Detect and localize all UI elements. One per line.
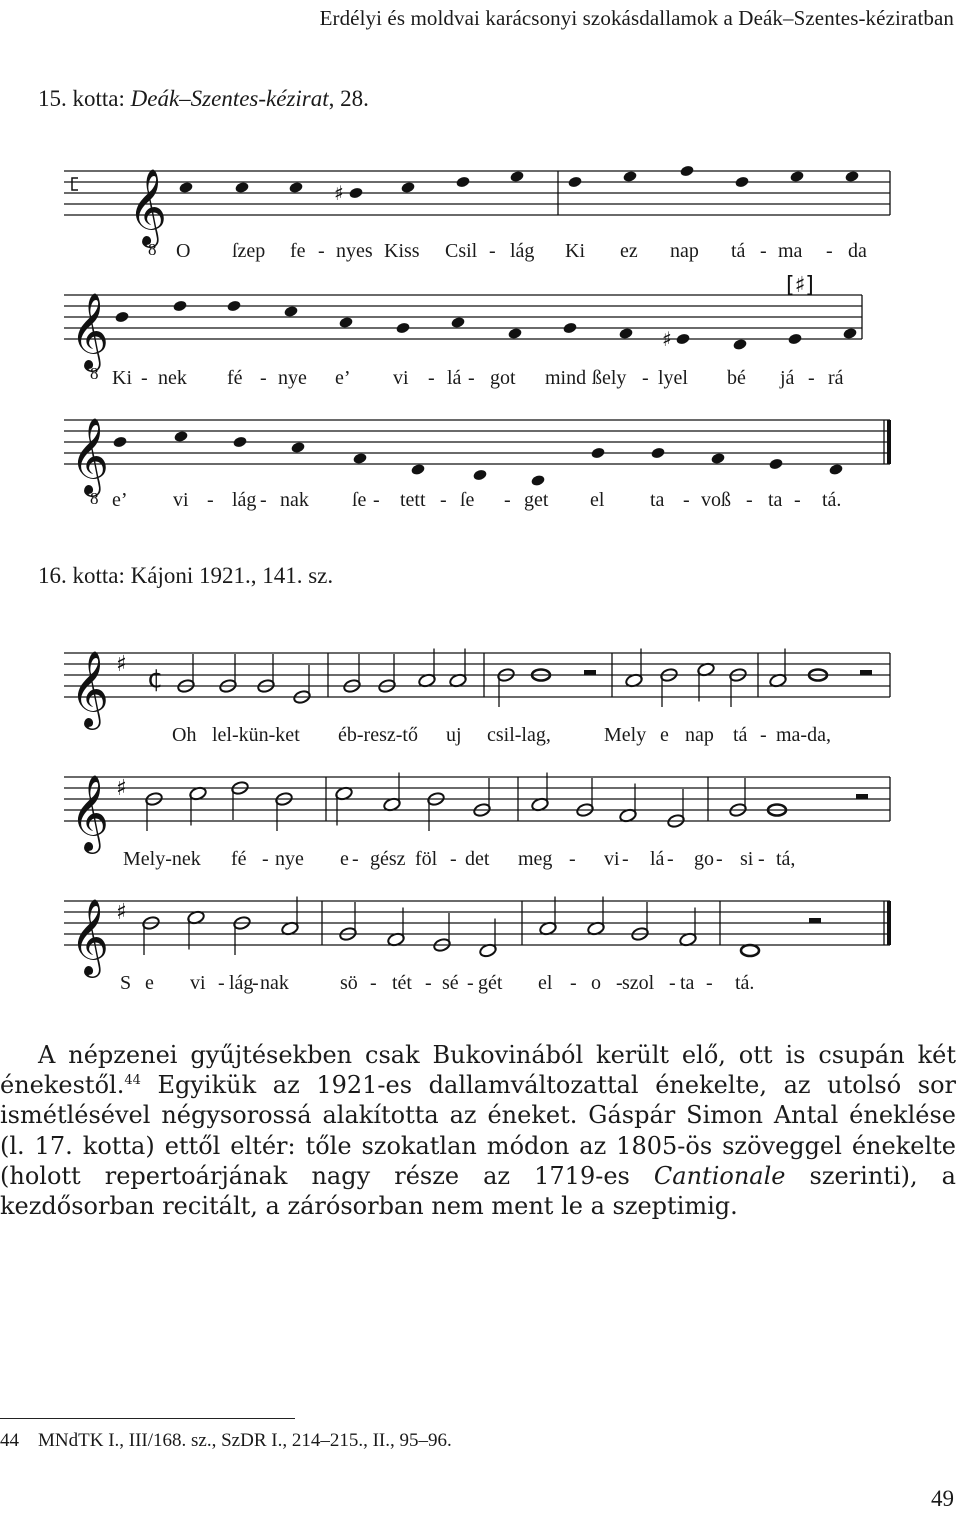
treble-clef: 𝄞 [128, 168, 168, 245]
lyric-syllable: lág [229, 972, 254, 994]
note-head [112, 435, 127, 448]
note-head [173, 430, 188, 443]
body-paragraph [0, 1040, 956, 1221]
lyric-syllable: fe [290, 240, 306, 262]
note-head [618, 327, 633, 340]
note-head [178, 181, 193, 194]
page-number: 49 [931, 1486, 954, 1511]
lyric-syllable: sé [442, 972, 459, 994]
lyric-syllable: e [145, 972, 154, 994]
note-head [650, 446, 665, 459]
note-head [472, 468, 487, 481]
lyric-syllable: sö [340, 972, 358, 994]
lyric-hyphen: - [808, 367, 815, 389]
lyric-syllable: tá, [776, 848, 796, 870]
note-head [226, 299, 241, 312]
note-head [338, 316, 353, 329]
lyric-hyphen: - [760, 724, 767, 746]
lyric-syllable: mind [545, 367, 587, 389]
lyric-syllable: Kiss [384, 240, 420, 262]
note-head [455, 175, 470, 188]
lyric-syllable: tá. [822, 489, 842, 511]
note-head [232, 435, 247, 448]
lyric-hyphen: - [616, 972, 623, 994]
lyric-syllable: ta [768, 489, 783, 511]
lyric-hyphen: - [826, 240, 833, 262]
final-barline-thick [887, 420, 891, 464]
lyric-hyphen: - [746, 489, 753, 511]
note-head [288, 181, 303, 194]
lyric-syllable: Mely [604, 724, 647, 746]
lyric-hyphen: - [318, 240, 325, 262]
running-header: Erdélyi és moldvai karácsonyi szokásdallamok a Deák–Szentes-kéziratban [319, 6, 954, 30]
note-head [400, 181, 415, 194]
lyric-hyphen: - [262, 848, 269, 870]
lyric-syllable: lel-kün-ket [212, 724, 300, 746]
lyric-syllable: si [740, 848, 754, 870]
half-rest [584, 670, 596, 675]
footnote-ref[interactable]: 44 [124, 1073, 141, 1089]
lyric-hyphen: - [260, 367, 267, 389]
lyric-syllable: fé [227, 367, 243, 389]
note-head [283, 305, 298, 318]
lyric-syllable: ma-da, [776, 724, 831, 746]
lyric-syllable: uj [446, 724, 462, 746]
note-head [732, 338, 747, 351]
key-signature-sharp: ♯ [116, 776, 127, 801]
note-head [828, 463, 843, 476]
lyric-hyphen: - [758, 848, 765, 870]
lyric-hyphen: - [683, 489, 690, 511]
lyric-hyphen: - [504, 489, 511, 511]
lyric-hyphen: - [428, 367, 435, 389]
lyric-syllable: föl [415, 848, 438, 870]
lyric-syllable: vi [393, 367, 409, 389]
note-head [787, 332, 802, 345]
note-head [679, 164, 694, 177]
lyric-hyphen: - [669, 972, 676, 994]
lyric-syllable: el [538, 972, 553, 994]
lyric-syllable: nak [260, 972, 289, 994]
lyric-syllable: ma [778, 240, 803, 262]
lyric-syllable: nye [278, 367, 307, 389]
lyric-hyphen: - [794, 489, 801, 511]
lyric-hyphen: - [467, 972, 474, 994]
note-head [172, 299, 187, 312]
caption-source-italic: Deák–Szentes-kézirat [130, 86, 329, 111]
key-signature-sharp: ♯ [116, 900, 127, 925]
lyric-syllable: e’ [112, 489, 128, 511]
note-head [507, 327, 522, 340]
lyric-syllable: tá. [735, 972, 755, 994]
lyric-syllable: nak [280, 489, 309, 511]
note-head [450, 316, 465, 329]
lyric-syllable: O [176, 240, 191, 262]
lyric-syllable: ta [650, 489, 665, 511]
footnote-number: 44 [0, 1430, 19, 1451]
lyric-hyphen: - [425, 972, 432, 994]
lyric-syllable: voß [701, 489, 731, 511]
octave-marker: 8 [90, 489, 99, 508]
lyric-hyphen: - [440, 489, 447, 511]
treble-clef: 𝄞 [70, 292, 110, 369]
note-head [530, 474, 545, 487]
treble-clef: 𝄞 [70, 417, 110, 494]
sharp-accidental: ♯ [334, 181, 344, 205]
lyric-syllable: lág [232, 489, 257, 511]
note-head [590, 446, 605, 459]
lyric-hyphen: - [667, 848, 674, 870]
sharp-accidental: ♯ [662, 327, 672, 351]
lyric-hyphen: - [570, 972, 577, 994]
lyric-syllable: lá [650, 848, 665, 870]
lyric-syllable: nap [670, 240, 699, 262]
lyric-syllable: Mely-nek [123, 848, 201, 870]
lyric-hyphen: - [716, 848, 723, 870]
lyric-hyphen: - [207, 489, 214, 511]
lyric-syllable: meg [518, 848, 553, 870]
note-head [114, 310, 129, 323]
lyric-syllable: já [780, 367, 795, 389]
note-head [622, 170, 637, 183]
lyric-syllable: tá [733, 724, 748, 746]
lyric-syllable: Oh [172, 724, 197, 746]
lyric-syllable: S [120, 972, 132, 994]
lyric-syllable: nap [685, 724, 714, 746]
octave-marker: 8 [90, 364, 99, 383]
lyric-syllable: e [340, 848, 349, 870]
lyric-syllable: éb-resz-tő [338, 724, 418, 746]
lyric-hyphen: - [252, 972, 259, 994]
lyric-syllable: Ki [112, 367, 132, 389]
note-head [234, 181, 249, 194]
lyric-syllable: Csil [445, 240, 478, 262]
lyric-hyphen: - [489, 240, 496, 262]
lyric-syllable: e [660, 724, 669, 746]
lyric-hyphen: - [622, 848, 629, 870]
caption-prefix: 15. kotta: [38, 86, 131, 111]
note-head [352, 452, 367, 465]
note-head [509, 170, 524, 183]
footnote-rule [0, 1418, 295, 1419]
lyric-syllable: fé [231, 848, 247, 870]
lyric-syllable: ſe [352, 489, 367, 511]
treble-clef: 𝄞 [70, 774, 110, 851]
lyric-syllable: got [490, 367, 516, 389]
lyric-syllable: vi [604, 848, 620, 870]
lyric-syllable: nyes [336, 240, 373, 262]
lyric-syllable: da [848, 240, 867, 262]
lyric-syllable: nye [275, 848, 304, 870]
lyric-syllable: tett [400, 489, 426, 511]
note-head [348, 186, 363, 199]
lyric-syllable: lág [510, 240, 535, 262]
lyric-hyphen: - [373, 489, 380, 511]
lyric-syllable: ez [620, 240, 638, 262]
lyric-hyphen: - [450, 848, 457, 870]
whole-note-head [741, 945, 759, 956]
editorial-accidental: [♯] [786, 273, 814, 298]
octave-marker: 8 [148, 240, 157, 259]
lyric-syllable: vi [173, 489, 189, 511]
body-text-a: A népzenei gyűjtésekben csak Bukovinából került elő, ott is csupán két énekestől. [0, 1041, 956, 1100]
lyric-syllable: csil-lag, [487, 724, 551, 746]
caption-suffix: , 28. [328, 86, 369, 111]
lyric-syllable: vi [190, 972, 206, 994]
score-16-caption: 16. kotta: Kájoni 1921., 141. sz. [38, 563, 334, 588]
note-head [562, 321, 577, 334]
treble-clef: 𝄞 [70, 898, 110, 975]
footnote-text: MNdTK I., III/168. sz., SzDR I., 214–215., II., 95–96. [38, 1430, 452, 1451]
note-head [768, 457, 783, 470]
note-head [675, 332, 690, 345]
body-text-c: szerinti), a kezdősorban recitált, a zárósorban nem ment le a szeptimig. [0, 1161, 956, 1221]
lyric-syllable: bé [727, 367, 746, 389]
note-head [734, 175, 749, 188]
key-signature-sharp: ♯ [116, 652, 127, 677]
lyric-syllable: e’ [335, 367, 351, 389]
note-head [395, 321, 410, 334]
lyric-hyphen: - [642, 367, 649, 389]
lyric-hyphen: - [370, 972, 377, 994]
lyric-hyphen: - [218, 972, 225, 994]
lyric-syllable: szol [622, 972, 655, 994]
footnote [0, 1430, 452, 1452]
note-head [844, 170, 859, 183]
lyric-syllable: nek [158, 367, 187, 389]
note-head [410, 463, 425, 476]
lyric-syllable: ſzep [232, 240, 266, 262]
lyric-hyphen: - [468, 367, 475, 389]
lyric-hyphen: - [352, 848, 359, 870]
lyric-hyphen: - [569, 848, 576, 870]
lyric-syllable: ta [680, 972, 695, 994]
lyric-syllable: gész [370, 848, 406, 870]
treble-clef: 𝄞 [70, 650, 110, 727]
note-head [710, 452, 725, 465]
lyric-syllable: el [590, 489, 605, 511]
lyric-syllable: rá [828, 367, 844, 389]
lyric-syllable: lá [447, 367, 462, 389]
note-head [842, 327, 857, 340]
lyric-hyphen: - [141, 367, 148, 389]
lyric-syllable: ſe [460, 489, 475, 511]
body-text-italic: Cantionale [653, 1161, 786, 1190]
lyric-syllable: get [524, 489, 549, 511]
note-head [290, 441, 305, 454]
note-head [567, 175, 582, 188]
lyric-syllable: o [591, 972, 601, 994]
incipit-mark [72, 178, 78, 190]
lyric-hyphen: - [706, 972, 713, 994]
lyric-syllable: gét [478, 972, 503, 994]
lyric-hyphen: - [760, 240, 767, 262]
time-signature: ¢ [147, 664, 164, 694]
lyric-syllable: det [465, 848, 490, 870]
lyric-syllable: tá [731, 240, 746, 262]
note-head [789, 170, 804, 183]
half-rest [856, 794, 868, 799]
lyric-syllable: lyel [658, 367, 688, 389]
lyric-syllable: go [694, 848, 714, 870]
lyric-syllable: ßely [592, 367, 627, 389]
lyric-syllable: Ki [565, 240, 585, 262]
lyric-syllable: tét [392, 972, 412, 994]
body-text-b: Egyikük az 1921-es dallamváltozattal énekelte, az utolsó sor ismétlésével négysorossá alakította az éneket. Gáspár Simon Antal éneklése (l. 17. kotta) ettől eltér: tőle szokatlan módon az 1805-ös szöveggel énekelte (holott repertoárjának nagy része az 1719-es [0, 1071, 956, 1190]
lyric-hyphen: - [260, 489, 267, 511]
half-rest [860, 670, 872, 675]
final-barline-thick [887, 901, 891, 945]
half-rest [809, 918, 821, 923]
